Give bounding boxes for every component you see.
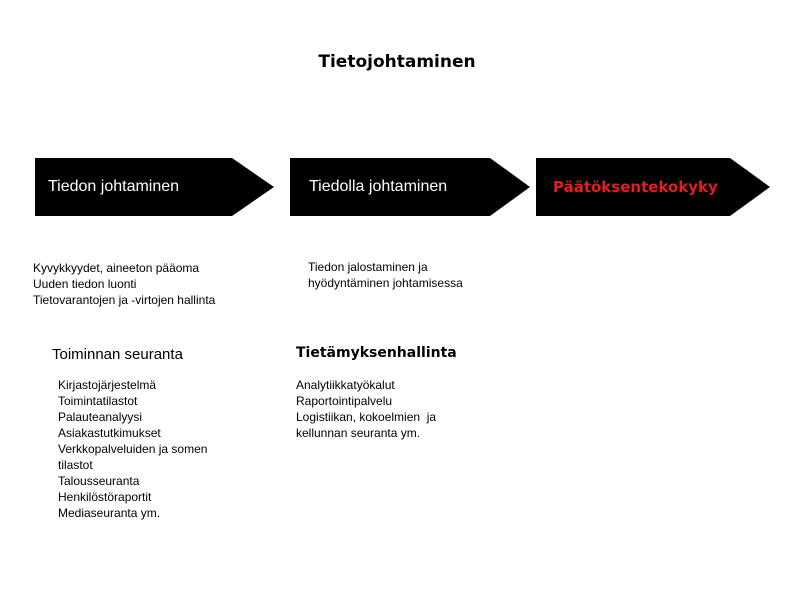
col1-description-line: Tietovarantojen ja -virtojen hallinta bbox=[33, 293, 216, 307]
arrow-label-tiedolla-johtaminen: Tiedolla johtaminen bbox=[309, 178, 448, 195]
list-item: Verkkopalveluiden ja somen bbox=[58, 442, 208, 456]
list-item: Kirjastojärjestelmä bbox=[58, 378, 157, 392]
list-item: Raportointipalvelu bbox=[296, 394, 393, 408]
list-item: Mediaseuranta ym. bbox=[58, 506, 161, 520]
list-item: Talousseuranta bbox=[58, 474, 140, 488]
list-item: Palauteanalyysi bbox=[58, 410, 143, 424]
col1-description bbox=[33, 260, 215, 308]
col2-description-line: Tiedon jalostaminen ja bbox=[308, 260, 428, 274]
list-item: Henkilöstöraportit bbox=[58, 490, 152, 504]
list-item: kellunnan seuranta ym. bbox=[296, 426, 421, 440]
arrow-label-paatoksentekokyky: Päätöksentekokyky bbox=[553, 178, 718, 196]
list-item: tilastot bbox=[58, 458, 93, 472]
list-item: Logistiikan, kokoelmien ja bbox=[296, 410, 437, 424]
col2-description-line: hyödyntäminen johtamisessa bbox=[308, 276, 463, 290]
list-item: Analytiikkatyökalut bbox=[296, 378, 395, 392]
page-title: Tietojohtaminen bbox=[318, 52, 476, 72]
arrow-label-tiedon-johtaminen: Tiedon johtaminen bbox=[48, 178, 180, 195]
list-item: Asiakastutkimukset bbox=[58, 426, 161, 440]
list-item: Toimintatilastot bbox=[58, 394, 138, 408]
col1-description-line: Uuden tiedon luonti bbox=[33, 277, 137, 291]
col2-description bbox=[308, 259, 463, 291]
col1-heading: Toiminnan seuranta bbox=[52, 346, 183, 363]
col2-heading: Tietämyksenhallinta bbox=[296, 345, 457, 361]
col1-list bbox=[58, 377, 207, 521]
col2-list bbox=[296, 377, 436, 441]
col1-description-line: Kyvykkyydet, aineeton pääoma bbox=[33, 261, 200, 275]
